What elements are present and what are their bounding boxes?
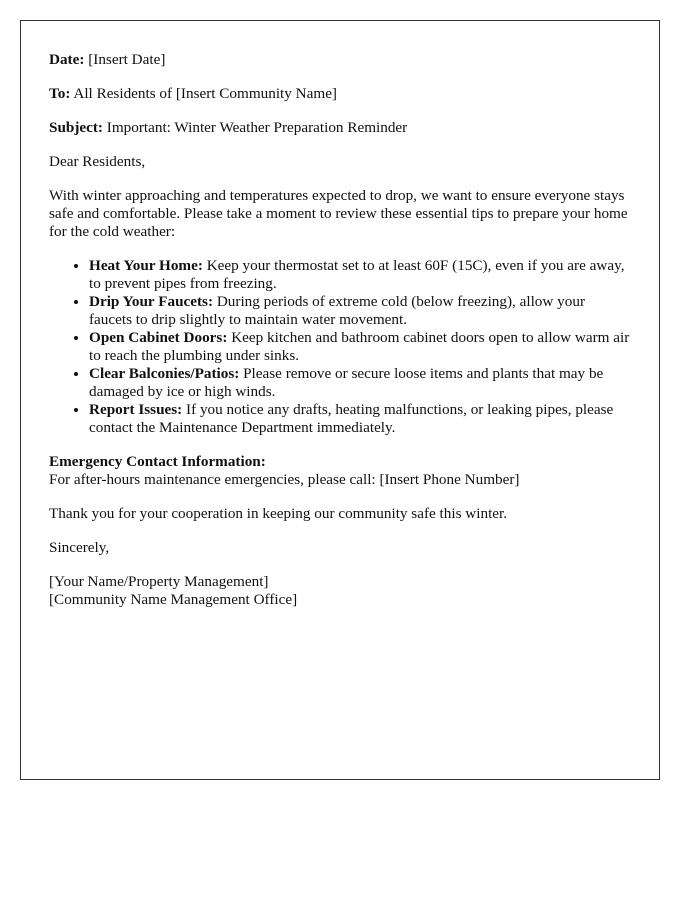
emergency-heading: Emergency Contact Information:: [49, 453, 266, 470]
to-value: All Residents of [Insert Community Name]: [73, 85, 337, 102]
emergency-text: For after-hours maintenance emergencies, please call: [Insert Phone Number]: [49, 471, 520, 488]
thanks-paragraph: Thank you for your cooperation in keeping our community safe this winter.: [49, 505, 508, 522]
tip-item: [89, 401, 631, 437]
tip-item: [89, 293, 631, 329]
emergency-contact-section: [49, 453, 631, 489]
tip-text: Keep kitchen and bathroom cabinet doors open to allow warm air to reach the plumbing under sinks.: [89, 329, 630, 364]
signature-name: [Your Name/Property Management]: [49, 573, 269, 590]
tip-text: Please remove or secure loose items and plants that may be damaged by ice or high winds.: [89, 365, 604, 400]
tip-title: Open Cabinet Doors:: [89, 329, 228, 346]
signature-office: [Community Name Management Office]: [49, 591, 298, 608]
intro-paragraph: With winter approaching and temperatures expected to drop, we want to ensure everyone stays safe and comfortable. Please take a moment to review these essential tips to prepare your home for the cold weather:: [49, 187, 628, 240]
tip-item: [89, 257, 631, 293]
subject-label: Subject:: [49, 119, 103, 136]
date-label: Date:: [49, 51, 85, 68]
date-line: [49, 51, 631, 69]
subject-line: [49, 119, 631, 137]
tip-text: Keep your thermostat set to at least 60F (15C), even if you are away, to prevent pipes from freezing.: [89, 257, 625, 292]
tip-text: If you notice any drafts, heating malfunctions, or leaking pipes, please contact the Maintenance Department immediately.: [89, 401, 614, 436]
tip-title: Report Issues:: [89, 401, 183, 418]
letter-document: [20, 20, 660, 780]
tip-title: Drip Your Faucets:: [89, 293, 214, 310]
salutation: Dear Residents,: [49, 153, 146, 170]
tip-title: Clear Balconies/Patios:: [89, 365, 240, 382]
tip-item: [89, 329, 631, 365]
closing: Sincerely,: [49, 539, 110, 556]
subject-value: Important: Winter Weather Preparation Reminder: [106, 119, 408, 136]
tip-title: Heat Your Home:: [89, 257, 203, 274]
tip-item: [89, 365, 631, 401]
signature-block: [49, 573, 631, 609]
tip-text: During periods of extreme cold (below freezing), allow your faucets to drip slightly to maintain water movement.: [89, 293, 585, 328]
to-label: To:: [49, 85, 71, 102]
date-value: [Insert Date]: [88, 51, 166, 68]
tips-list: [49, 257, 631, 437]
to-line: [49, 85, 631, 103]
